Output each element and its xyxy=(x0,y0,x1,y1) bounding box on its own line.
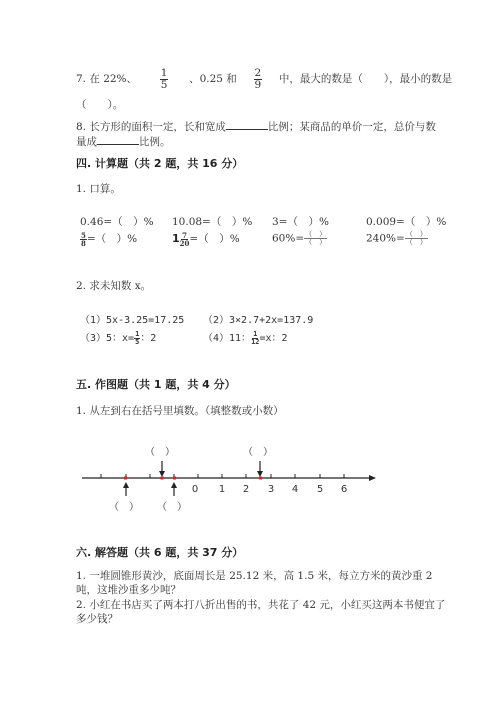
up-arrow-head xyxy=(123,482,129,488)
fraction-blank: $\frac{( )}{( )}$ xyxy=(305,230,327,246)
equation-4: （4）11： $\frac{1}{12}$ =x：2 xyxy=(203,329,288,346)
q7-text-pre: 7. 在 22%、 xyxy=(76,73,138,85)
red-point-marker xyxy=(161,477,164,480)
fraction-1-5: $\frac{1}{5}$ xyxy=(135,329,140,346)
equation-2: （2）3×2.7+2x=137.9 xyxy=(203,315,314,326)
q7-text-mid: 、0.25 和 xyxy=(189,73,237,85)
tick-label-6: 6 xyxy=(340,484,348,495)
tick-label-4: 4 xyxy=(291,484,299,495)
oral-calc-row2-item1: $\frac{5}{8}$ =（ ）% xyxy=(81,230,138,248)
fraction-7-20: $\frac{7}{20}$ xyxy=(179,230,190,248)
section-6-q1-line1: 1. 一堆圆锥形黄沙，底面周长是 25.12 米，高 1.5 米，每立方米的黄沙重 2 xyxy=(76,570,433,582)
tick-label-1: 1 xyxy=(218,484,226,495)
question-7-line2: （ ）。 xyxy=(76,99,124,111)
fraction-1-12: $\frac{1}{12}$ xyxy=(251,329,260,346)
section-6-q2-line2: 多少钱？ xyxy=(76,613,118,625)
section-4-q2-label: 2. 求未知数 x。 xyxy=(76,280,152,292)
red-point-marker xyxy=(259,477,262,480)
fraction-1-5: $\frac{1}{5}$ xyxy=(160,67,168,91)
answer-paren-bottom-1[interactable]: （ ） xyxy=(109,502,139,513)
number-line-figure xyxy=(75,438,395,528)
red-point-marker xyxy=(173,477,176,480)
oral-calc-row1-item4: 0.009=（ ）% xyxy=(366,216,447,228)
equation-3: （3）5：x= $\frac{1}{5}$ ：2 xyxy=(80,329,157,346)
oral-calc-row1-item3: 3=（ ）% xyxy=(272,216,329,228)
up-arrow-head xyxy=(171,482,177,488)
answer-blank[interactable] xyxy=(97,134,139,145)
fraction-blank: $\frac{( )}{( )}$ xyxy=(405,230,427,246)
question-8-line1: 8. 长方形的面积一定，长和宽成 比例；某商品的单价一定，总价与数 xyxy=(76,121,436,133)
question-8-line2: 量成 比例。 xyxy=(76,136,171,148)
equation-1: （1）5x-3.25=17.25 xyxy=(80,315,185,326)
section-4-title: 四. 计算题（共 2 题，共 16 分） xyxy=(76,157,244,170)
fraction-5-8: $\frac{5}{8}$ xyxy=(81,230,86,248)
red-point-marker xyxy=(124,477,127,480)
question-7-line1 xyxy=(76,68,452,90)
tick-marks xyxy=(101,474,344,478)
oral-calc-row2-item2: 1 $\frac{7}{20}$ =（ ）% xyxy=(172,230,240,248)
axis-arrow-icon xyxy=(369,475,376,481)
section-5-title: 五. 作图题（共 1 题，共 4 分） xyxy=(76,378,236,391)
answer-blank[interactable] xyxy=(226,119,268,130)
q7-text-post: 中，最大的数是（ ），最小的数是 xyxy=(278,73,453,85)
oral-calc-row1-item1: 0.46=（ ）% xyxy=(80,216,154,228)
down-arrow-head xyxy=(257,471,263,477)
answer-paren-top-2[interactable]: （ ） xyxy=(243,447,273,458)
section-5-q1-label: 1. 从左到右在括号里填数。（填整数或小数） xyxy=(76,405,284,417)
answer-paren-top-1[interactable]: （ ） xyxy=(145,447,175,458)
section-6-q2-line1: 2. 小红在书店买了两本打八折出售的书，共花了 42 元，小红买这两本书便宜了 xyxy=(76,599,446,611)
oral-calc-row2-item3: 60%= $\frac{( )}{( )}$ xyxy=(272,230,327,246)
tick-label-5: 5 xyxy=(316,484,324,495)
tick-label-0: 0 xyxy=(191,484,199,495)
oral-calc-row2-item4: 240%= $\frac{( )}{( )}$ xyxy=(366,230,427,246)
oral-calc-row1-item2: 10.08=（ ）% xyxy=(172,216,253,228)
down-arrow-head xyxy=(159,471,165,477)
section-4-q1-label: 1. 口算。 xyxy=(76,183,121,195)
tick-label-2: 2 xyxy=(242,484,250,495)
section-6-q1-line2: 吨，这堆沙重多少吨？ xyxy=(76,584,181,596)
section-6-title: 六. 解答题（共 6 题，共 37 分） xyxy=(76,546,244,559)
fraction-2-9: $\frac{2}{9}$ xyxy=(254,67,262,91)
answer-paren-bottom-2[interactable]: （ ） xyxy=(157,502,187,513)
tick-label-3: 3 xyxy=(267,484,275,495)
